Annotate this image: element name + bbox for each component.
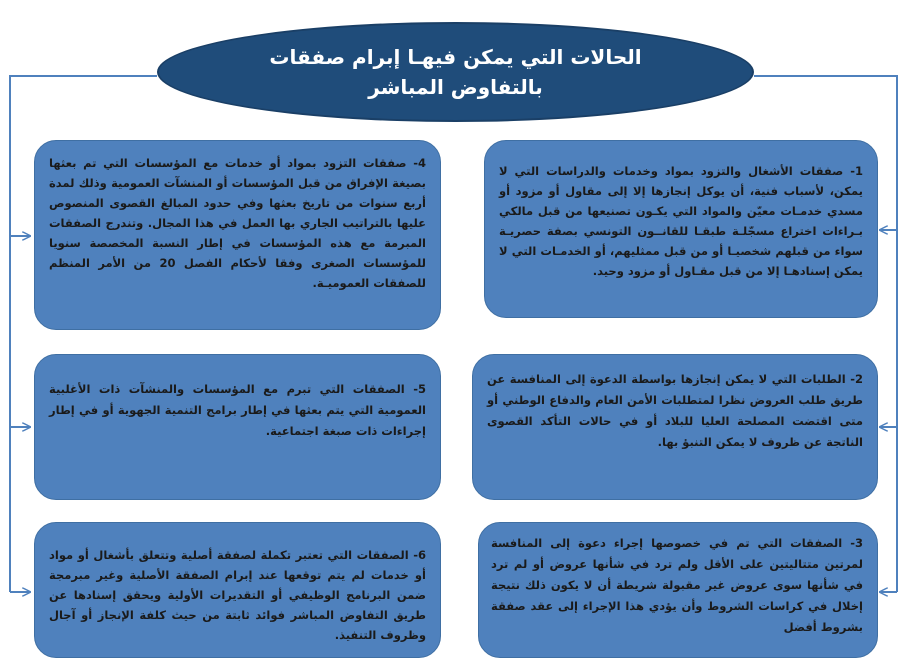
case-box-1: [484, 140, 878, 318]
case-box-5: [34, 354, 441, 500]
case-box-3: [478, 522, 878, 658]
case-text-2: 2- الطلبات التي لا يمكن إنجازها بواسطة الدعوة إلى المنافسة عن طريق طلب العروض نظرا لمتطلبات الأمن العام والدفاع الوطني أو متى اقتضت المصلحة العليا للبلاد أو في حالات التأكد القصوى الناتجة عن ظروف لا يمكن التنبؤ بها.: [487, 372, 863, 449]
case-text-4: 4- صفقات التزود بمواد أو خدمات مع المؤسسات التي تم بعثها بصيغة الإفراق من قبل المؤسسات أو المنشآت العمومية وذلك لمدة أربع سنوات من تاريخ بعثها وفي حدود المبالغ القصوى المنصوص عليها بالتراتيب الجاري بها العمل في هذا المجال. وتندرج الصفقات المبرمة مع هذه المؤسسات في إطار النسبة المخصصة سنويا للمؤسسات الصغرى وفقا لأحكام الفصل 20 من الأمر المنظم للصفقات العموميـة.: [49, 156, 426, 290]
case-box-4: [34, 140, 441, 330]
case-text-3: 3- الصفقات التي تم في خصوصها إجراء دعوة إلى المنافسة لمرتين متتاليتين على الأقل ولم ترد في شأنها عروض أو لم ترد في شأنها سوى عروض غير مقبولة شريطة أن لا يكون ذلك نتيجة إخلال في كراسات الشروط وأن يؤدي هذا الإجراء إلى عقد صفقة بشروط أفضل: [491, 536, 863, 634]
case-box-2: [472, 354, 878, 500]
diagram-title: الحالات التي يمكن فيهـا إبرام صفقات بالتفاوض المباشر: [269, 45, 642, 99]
title-oval: [157, 22, 754, 122]
case-box-6: [34, 522, 441, 658]
case-text-6: 6- الصفقات التي تعتبر تكملة لصفقة أصلية وتتعلق بأشغال أو مواد أو خدمات لم يتم توقعها عند إبرام الصفقة الأصلية وغير مبرمجة ضمن البرنامج الوظيفي أو التقديرات الأولية ويحقق إسنادها عن طريق التفاوض المباشر فوائد ثابتة من حيث كلفة الإنجاز أو آجال وظروف التنفيذ.: [49, 548, 426, 642]
case-text-1: 1- صفقات الأشغال والتزود بمواد وخدمات والدراسات التي لا يمكن، لأسباب فنية، أن يوكل إنجازها إلا إلى مقاول أو مزود أو مسدي خدمـات معيّن والمواد التي يكـون تصنيعها من قبل مالكي بـراءات اختراع مسجّلـة طبقـا للقانــون التونسي بصفة حصريـة سواء من قبلهم شخصيـا أو من قبل ممثليهم، أو الخدمـات التي لا يمكن إسنادهـا إلا من قبل مقـاول أو مزود وحيد.: [499, 164, 863, 278]
case-text-5: 5- الصفقات التي تبرم مع المؤسسات والمنشآت ذات الأغلبية العمومية التي يتم بعثها في إطار برامج التنمية الجهوية أو في إطار إجراءات ذات صبغة اجتماعية.: [49, 382, 426, 438]
